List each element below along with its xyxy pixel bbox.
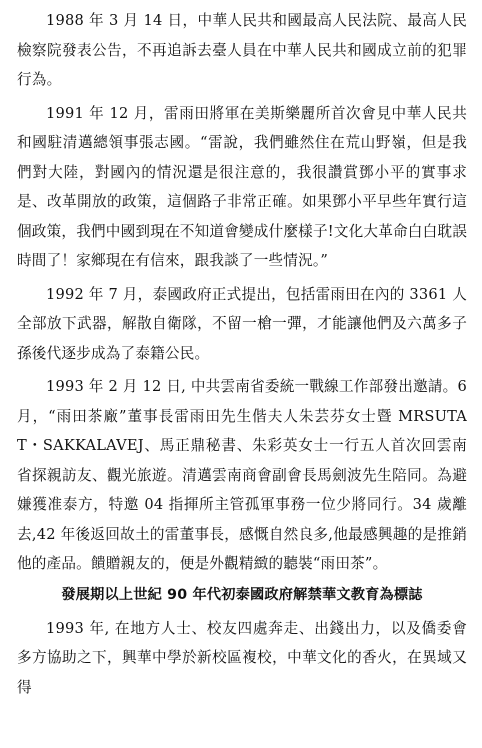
paragraph-1993: 1993 年 2 月 12 日, 中共雲南省委統一戰線工作部發出邀請。6月，“雨田茶廠”董事長雷雨田先生偕夫人朱芸芬女士暨 MRSUTAT・SAKKALAVEJ、馬正鼎秘書、朱彩英女士一行五人首次回雲南省探親訪友、觀光旅遊。清邁雲南商會副會長馬劍波先生陪同。為避嫌獲准泰方，特邀 04 指揮所主管孤軍事務一位少將同行。34 歲離去,42 年後返回故土的雷董事長，感慨自然良多,他最感興趣的是推銷他的產品。饋贈親友的，便是外觀精緻的聽裝“雨田茶”。: [17, 378, 467, 572]
paragraph-1992: 1992 年 7 月，泰國政府正式提出，包括雷雨田在內的 3361 人全部放下武器，解散自衛隊，不留一槍一彈，才能讓他們及六萬多子孫後代逐步成為了泰籍公民。: [17, 285, 467, 362]
paragraph-1991: 1991 年 12 月，雷雨田將軍在美斯樂麗所首次會見中華人民共和國駐清邁總領事張志國。“雷說，我們雖然住在荒山野嶺，但是我們對大陸，對國內的情況還是很注意的，我很讚賞鄧小平的實事求是、改革開放的政策，這個路子非常正確。如果鄧小平早些年實行這個政策，我們中國到現在不知道會變成什麼樣子!文化大革命白白耽誤時間了！家鄉現在有信來，跟我談了一些情況。”: [17, 104, 467, 269]
paragraph-1988: 1988 年 3 月 14 日，中華人民共和國最高人民法院、最高人民檢察院發表公告，不再追訴去臺人員在中華人民共和國成立前的犯罪行為。: [17, 12, 467, 88]
document-page: [17, 6, 467, 706]
section-heading: 發展期以上世紀 90 年代初泰國政府解禁華文教育為標誌: [61, 586, 423, 603]
paragraph-1993-school: 1993 年, 在地方人士、校友四處奔走、出錢出力，以及僑委會多方協助之下，興華中學於新校區複校，中華文化的香火，在異域又得: [17, 619, 467, 696]
